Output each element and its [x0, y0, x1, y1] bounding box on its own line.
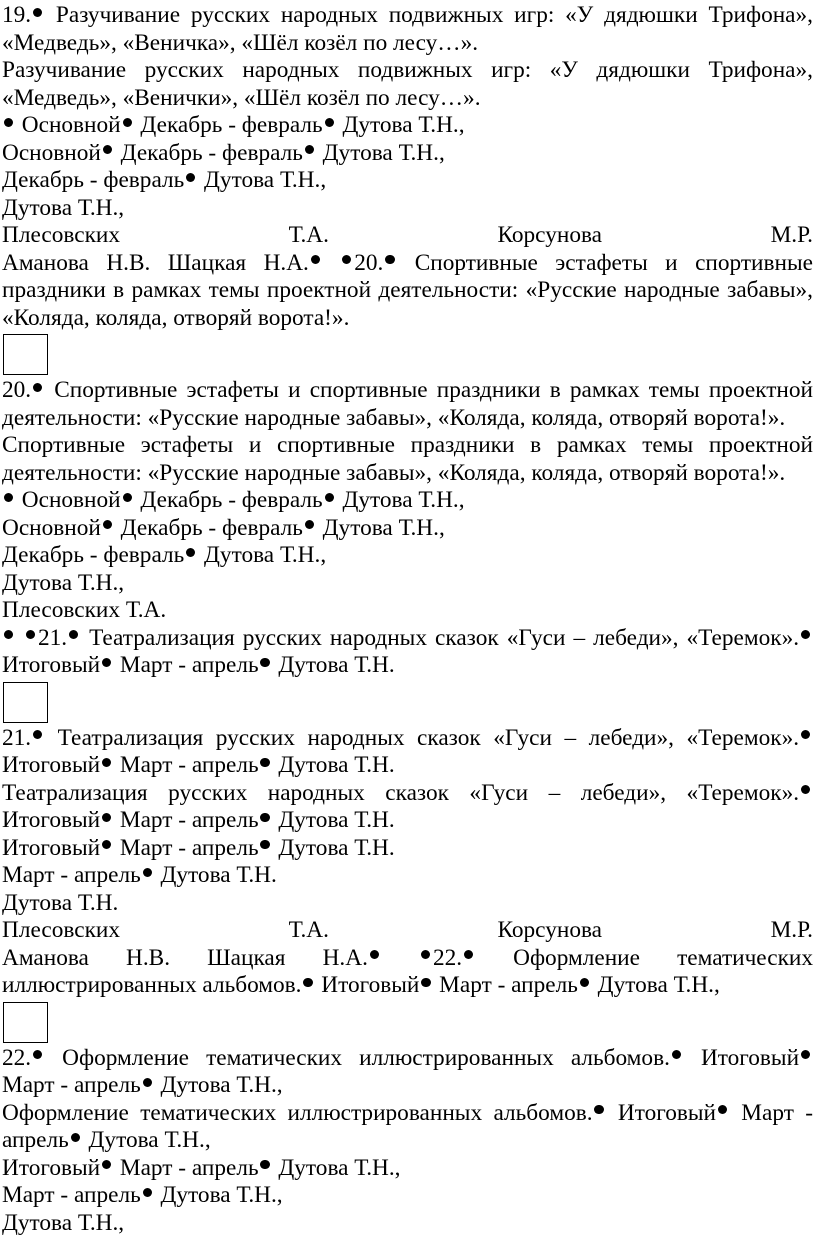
bullet-icon	[718, 1105, 727, 1114]
bullet-icon	[260, 840, 269, 849]
bullet-icon	[594, 1105, 603, 1114]
activity-title: Театрализация русских народных сказок «Гуси – лебеди», «Теремок».	[45, 724, 800, 751]
responsible-label: Дутова Т.Н.	[272, 652, 395, 678]
stage-label: Итоговый	[683, 1044, 800, 1071]
checkbox-frame	[3, 334, 48, 375]
schedule-line	[2, 862, 813, 890]
bullet-icon	[4, 630, 13, 639]
schedule-line	[2, 515, 813, 543]
bullet-icon	[103, 145, 112, 154]
responsible-label: Дутова Т.Н.,	[272, 1154, 401, 1181]
bullet-icon	[26, 630, 35, 639]
activity-title: Спортивные эстафеты и спортивные праздники в рамках темы проектной деятельности: «Русские народные забавы», «Коляда, коляда, отворяй ворота!».	[2, 432, 813, 486]
responsible-line: Дутова Т.Н.	[2, 889, 119, 916]
bullet-icon	[33, 383, 42, 392]
responsible-label: Дутова Т.Н.,	[82, 1127, 211, 1153]
bullet-icon	[801, 785, 810, 794]
activity-title: Оформление тематических иллюстрированных альбомов.	[2, 1099, 593, 1126]
activity-title: Оформление тематических иллюстрированных альбомов.	[2, 944, 814, 998]
activity-title-line	[2, 57, 813, 112]
item-21-heading	[2, 725, 813, 780]
bullet-icon	[260, 658, 269, 667]
stage-label: Основной	[15, 112, 121, 138]
bullet-icon	[260, 1160, 269, 1169]
item-number: 22.	[432, 944, 463, 971]
schedule-line	[2, 542, 813, 570]
bullet-icon	[4, 493, 13, 502]
checkbox-frame	[3, 682, 48, 723]
responsible-line: Плесовских Т.А. Корсунова М.Р.	[2, 917, 813, 943]
responsible-label: Дутова Т.Н.	[272, 834, 395, 861]
bullet-icon	[672, 1050, 681, 1059]
bullet-icon	[325, 493, 334, 502]
period-label: Декабрь - февраль	[134, 487, 323, 513]
responsible-label: Дутова Т.Н.	[272, 752, 395, 778]
bullet-icon	[69, 630, 78, 639]
responsible-label: Дутова Т.Н.,	[591, 972, 720, 998]
schedule-line	[2, 1182, 813, 1210]
bullet-icon	[370, 950, 379, 959]
bullet-icon	[33, 730, 42, 739]
bullet-icon	[102, 840, 111, 849]
bullet-icon	[421, 950, 430, 959]
stage-label: Итоговый	[2, 834, 101, 861]
activity-title: Оформление тематических иллюстрированных альбомов.	[45, 1044, 670, 1071]
bullet-icon	[4, 118, 13, 127]
bullet-icon	[102, 758, 111, 767]
item-22-heading	[2, 1045, 813, 1100]
responsible-label: Дутова Т.Н.,	[336, 487, 465, 513]
stage-label: Основной	[15, 487, 121, 513]
bullet-icon	[33, 1050, 42, 1059]
responsible-label: Дутова Т.Н.	[154, 862, 277, 888]
period-label: Март - апрель	[114, 652, 259, 678]
bullet-icon	[305, 145, 314, 154]
stage-label: Итоговый	[2, 1154, 101, 1181]
responsible-label: Дутова Т.Н.,	[154, 1182, 283, 1208]
schedule-line	[2, 167, 813, 195]
bullet-icon	[325, 118, 334, 127]
activity-title: Театрализация русских народных сказок «Гуси – лебеди», «Теремок».	[81, 624, 800, 651]
stage-label: Основной	[2, 514, 101, 541]
responsible-label: Дутова Т.Н.,	[316, 514, 445, 541]
responsible-line: Плесовских Т.А.	[2, 597, 167, 623]
bullet-icon	[102, 813, 111, 822]
bullet-icon	[186, 173, 195, 182]
activity-title-line	[2, 780, 813, 835]
activity-title: Театрализация русских народных сказок «Гуси – лебеди», «Теремок».	[2, 779, 800, 806]
bullet-icon	[342, 255, 351, 264]
responsible-label: Дутова Т.Н.	[272, 807, 395, 833]
responsible-label: Дутова Т.Н.,	[154, 1072, 283, 1098]
bullet-icon	[580, 978, 589, 987]
stage-label: Итоговый	[2, 807, 101, 833]
period-label: Декабрь - февраль	[114, 139, 303, 166]
responsible-and-item-22	[2, 945, 813, 1000]
bullet-icon	[102, 1160, 111, 1169]
bullet-icon	[71, 1133, 80, 1142]
bullet-icon	[311, 255, 320, 264]
period-label: Декабрь - февраль	[114, 514, 303, 541]
item-number: 20.	[354, 249, 384, 276]
bullet-icon	[143, 868, 152, 877]
period-label: Март - апрель	[114, 1154, 259, 1181]
item-number: 21.	[37, 624, 68, 651]
responsible-line: Дутова Т.Н.,	[2, 569, 125, 596]
item-number: 22.	[2, 1044, 32, 1071]
activity-title: Спортивные эстафеты и спортивные праздники в рамках темы проектной деятельности: «Русские народные забавы», «Коляда, коляда, отворяй ворота!».	[2, 249, 813, 331]
period-label: Март - апрель	[2, 1099, 813, 1153]
stage-label: Итоговый	[2, 752, 101, 778]
schedule-line	[2, 487, 813, 515]
period-label: Март - апрель	[2, 1182, 141, 1208]
bullet-icon	[260, 758, 269, 767]
bullet-icon	[143, 1188, 152, 1197]
bullet-icon	[123, 118, 132, 127]
checkbox-frame	[3, 1002, 48, 1043]
schedule-line	[2, 835, 813, 863]
responsible-label: Дутова Т.Н.,	[198, 542, 327, 568]
period-label: Декабрь - февраль	[2, 167, 185, 193]
bullet-icon	[421, 978, 430, 987]
item-number: 20.	[2, 377, 32, 403]
responsible-label: Дутова Т.Н.,	[336, 112, 465, 138]
responsible-label: Аманова Н.В. Шацкая Н.А.	[2, 944, 368, 971]
activity-title: Спортивные эстафеты и спортивные праздники в рамках темы проектной деятельности: «Русские народные забавы», «Коляда, коляда, отворяй ворота!».	[2, 377, 813, 431]
bullet-icon	[801, 1050, 810, 1059]
item-number: 21.	[2, 724, 32, 751]
stage-label: Итоговый	[315, 972, 420, 998]
stage-label: Итоговый	[606, 1099, 716, 1126]
stage-label: Основной	[2, 139, 101, 166]
responsible-line: Дутова Т.Н.,	[2, 1209, 125, 1236]
period-label: Март - апрель	[2, 1072, 141, 1098]
item-19-heading	[2, 2, 813, 57]
period-label: Март - апрель	[433, 972, 578, 998]
responsible-line: Плесовских Т.А. Корсунова М.Р.	[2, 222, 813, 248]
bullet-icon	[33, 8, 42, 17]
responsible-and-item-20	[2, 250, 813, 333]
activity-title: Разучивание русских народных подвижных игр: «У дядюшки Трифона», «Медведь», «Венички», «Шёл козёл по лесу…».	[2, 57, 813, 111]
activity-title: Разучивание русских народных подвижных игр: «У дядюшки Трифона», «Медведь», «Веничка», «Шёл козёл по лесу…».	[2, 2, 813, 56]
period-label: Март - апрель	[114, 752, 259, 778]
responsible-label: Дутова Т.Н.,	[198, 167, 327, 193]
period-label: Март - апрель	[2, 862, 141, 888]
bullet-icon	[103, 520, 112, 529]
period-label: Декабрь - февраль	[2, 542, 185, 568]
bullet-icon	[801, 630, 810, 639]
period-label: Март - апрель	[114, 807, 259, 833]
activity-title-line	[2, 432, 813, 487]
bullet-icon	[464, 950, 473, 959]
responsible-label: Аманова Н.В. Шацкая Н.А.	[2, 249, 309, 276]
bullet-icon	[385, 255, 394, 264]
responsible-label: Дутова Т.Н.,	[316, 139, 445, 166]
responsible-line: Дутова Т.Н.,	[2, 194, 125, 221]
item-number: 19.	[2, 2, 32, 28]
bullet-icon	[102, 658, 111, 667]
stage-label: Итоговый	[2, 652, 101, 678]
bullet-icon	[186, 548, 195, 557]
schedule-line	[2, 112, 813, 140]
period-label: Декабрь - февраль	[134, 112, 323, 138]
schedule-line	[2, 1155, 813, 1183]
activity-title-line	[2, 1100, 813, 1155]
item-21-intro	[2, 625, 813, 680]
schedule-line	[2, 140, 813, 168]
bullet-icon	[123, 493, 132, 502]
bullet-icon	[801, 730, 810, 739]
bullet-icon	[303, 978, 312, 987]
bullet-icon	[143, 1078, 152, 1087]
bullet-icon	[260, 813, 269, 822]
item-20-heading	[2, 377, 813, 432]
period-label: Март - апрель	[114, 834, 259, 861]
bullet-icon	[305, 520, 314, 529]
